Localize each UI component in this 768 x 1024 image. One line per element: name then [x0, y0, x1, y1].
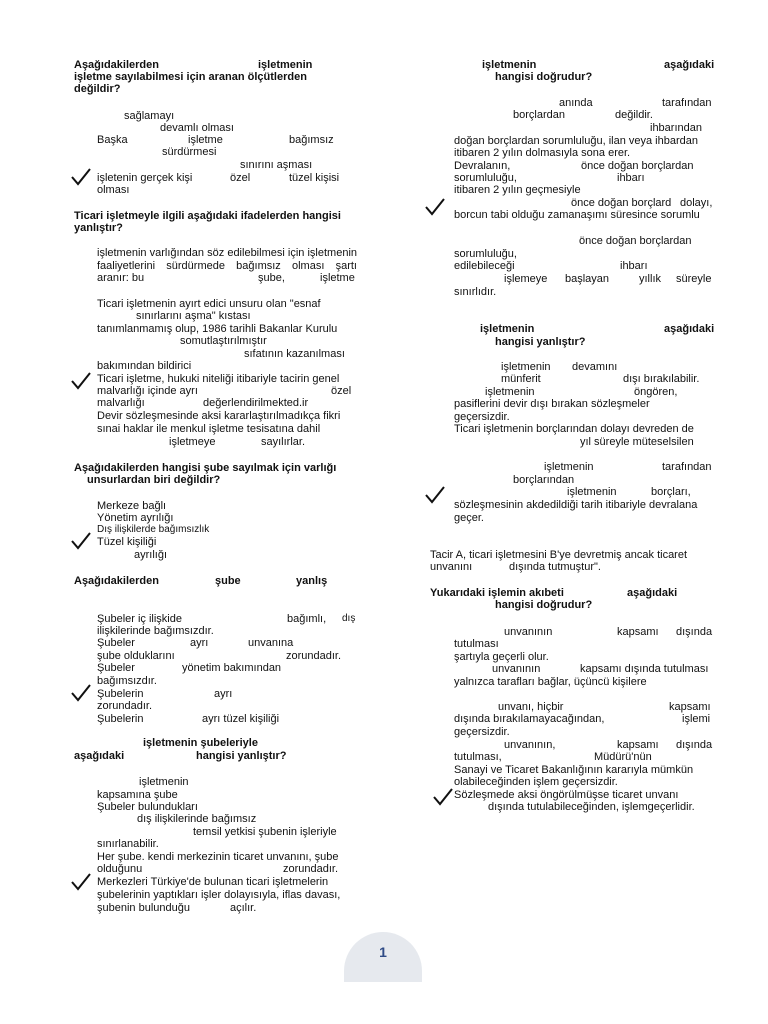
option-text: ihbarı [617, 172, 645, 184]
option-text: zorundadır. [97, 700, 153, 712]
question-8-title-a: Yukarıdaki işlemin akıbeti [430, 587, 564, 599]
option-text: ilişkilerinde bağımsızdır. [97, 625, 214, 637]
option-text: tutulması [454, 638, 499, 650]
option-text: dış [342, 613, 356, 624]
question-6-title-a: işletmenin [482, 59, 537, 71]
option-text: Sanayi ve Ticaret Bakanlığının kararıyla mümkün [454, 764, 694, 776]
option-text: sıfatının kazanılması [244, 348, 345, 360]
option-text: münferit [501, 373, 541, 385]
option-text: tüzel kişisi [289, 172, 340, 184]
question-7-title-a: işletmenin [480, 323, 535, 335]
option-text: pasiflerini devir dışı bırakan sözleşmeler [454, 398, 650, 410]
question-3-title-b: unsurlardan biri değildir? [87, 474, 221, 486]
option-text: somutlaştırılmıştır [180, 335, 267, 347]
option-text: değerlendirilmekted.ir [203, 397, 309, 409]
question-5-title-a: işletmenin şubeleriyle [143, 737, 258, 749]
option-text: ayrı [214, 688, 233, 700]
option-text: malvarlığı [97, 397, 145, 409]
option-text: sorumluluğu, [454, 172, 517, 184]
option-text: özel [230, 172, 251, 184]
check-icon [70, 871, 92, 893]
question-8-title-b: aşağıdaki [627, 587, 678, 599]
option-text: itibaren 2 yılın geçmesiyle [454, 184, 581, 196]
option-text: temsil yetkisi şubenin işleriyle [193, 826, 337, 838]
option-text: dış ilişkilerinde bağımsız [137, 813, 257, 825]
option-text: işlemi [682, 713, 711, 725]
check-icon [424, 484, 446, 506]
option-text: işletenin gerçek kişi [97, 172, 193, 184]
option-text: sınırını aşması [240, 159, 313, 171]
option-text: Merkezleri Türkiye'de bulunan ticari işletmelerin [97, 876, 329, 888]
check-icon [432, 786, 454, 808]
question-1-title-a: Aşağıdakilerden [74, 59, 159, 71]
option-text: Şubeler [97, 637, 135, 649]
question-2-title-a: Ticari işletmeyle ilgili aşağıdaki ifadelerden hangisi [74, 210, 341, 222]
option-text: dışında [676, 739, 713, 751]
option-text: Her şube. kendi merkezinin ticaret unvanını, şube [97, 851, 339, 863]
question-4-title-b: şube [215, 575, 241, 587]
option-text: ayrı [190, 637, 209, 649]
option-text: Şubeler bulundukları [97, 801, 198, 813]
option-text: tutulması, [454, 751, 502, 763]
option-text: işletmenin [544, 461, 594, 473]
question-6-title-c: hangisi doğrudur? [495, 71, 593, 83]
option-text: unvanının [492, 663, 541, 675]
question-8-intro: unvanını [430, 561, 473, 573]
option-text: olduğunu [97, 863, 143, 875]
option-text: kapsamı dışında tutulması [580, 663, 709, 675]
option-text: ayrılığı [134, 549, 168, 561]
option-text: Tüzel kişiliği [97, 536, 157, 548]
option-text: sağlamayı [124, 110, 175, 122]
option-text: işletme [320, 272, 355, 284]
option-text: Ticari işletmenin ayırt edici unsuru olan "esnaf [97, 298, 321, 310]
option-text: kapsamına şube [97, 789, 178, 801]
option-text: ayrı tüzel kişiliği [202, 713, 280, 725]
option-text: Yönetim ayrılığı [97, 512, 174, 524]
option-text: şartıyla geçerli olur. [454, 651, 549, 663]
option-text: zorundadır. [283, 863, 339, 875]
option-text: işletmenin [139, 776, 189, 788]
option-text: dışında [676, 626, 713, 638]
option-text: sınırlarını aşma" kıstası [136, 310, 251, 322]
option-text: unvanına [248, 637, 294, 649]
option-text: Merkeze bağlı [97, 500, 167, 512]
option-text: şube, [258, 272, 285, 284]
question-1-title-c: işletme sayılabilmesi için aranan ölçütlerden [74, 71, 307, 83]
option-text: zorundadır. [286, 650, 342, 662]
option-text: Devralanın, [454, 160, 511, 172]
option-text: Müdürü'nün [594, 751, 652, 763]
option-text: işlemeye [504, 273, 548, 285]
option-text: dışında tutulabileceğinden, işlemgeçerlidir. [488, 801, 695, 813]
option-text: yönetim bakımından [182, 662, 282, 674]
option-text: sınırlanabilir. [97, 838, 159, 850]
option-text: tarafından [662, 97, 712, 109]
option-text: önce doğan borçlard [571, 197, 672, 209]
option-text: şubenin bulunduğu [97, 902, 190, 914]
option-text: yıllık [639, 273, 661, 285]
option-text: geçer. [454, 512, 484, 524]
option-text: Dış ilişkilerde bağımsızlık [97, 524, 210, 535]
option-text: kapsamı [669, 701, 711, 713]
option-text: sayılırlar. [261, 436, 306, 448]
option-text: borçlarından [513, 474, 575, 486]
option-text: devamlı olması [160, 122, 234, 134]
option-text: işletmenin [501, 361, 551, 373]
option-text: borcun tabi olduğu zamanaşımı süresince sorumlu [454, 209, 700, 221]
option-text: kapsamı [617, 739, 659, 751]
question-4-title-a: Aşağıdakilerden [74, 575, 159, 587]
option-text: borçlardan [513, 109, 565, 121]
option-text: önce doğan borçlardan [579, 235, 692, 247]
option-text: geçersizdir. [454, 726, 510, 738]
option-text: işletmeye [169, 436, 216, 448]
option-text: geçersizdir. [454, 411, 510, 423]
question-8-title-c: hangisi doğrudur? [495, 599, 593, 611]
option-text: unvanının [504, 626, 553, 638]
option-text: Ticari işletme, hukuki niteliği itibariyle tacirin genel [97, 373, 340, 385]
option-text: Şubeler [97, 662, 135, 674]
option-text: şube olduklarını [97, 650, 175, 662]
option-text: önce doğan borçlardan [581, 160, 694, 172]
check-icon [70, 370, 92, 392]
question-3-title-a: Aşağıdakilerden hangisi şube sayılmak için varlığı [74, 462, 337, 474]
option-text: unvanı, hiçbir [498, 701, 564, 713]
option-text: anında [559, 97, 593, 109]
option-text: Şubelerin [97, 688, 144, 700]
option-text: işletmenin [567, 486, 617, 498]
question-1-title-d: değildir? [74, 83, 121, 95]
check-icon [70, 682, 92, 704]
option-text: devamını [572, 361, 618, 373]
option-text: Şubeler iç ilişkide [97, 613, 182, 625]
option-text: sınırlıdır. [454, 286, 497, 298]
option-text: Devir sözleşmesinde aksi kararlaştırılmadıkça fikri [97, 410, 341, 422]
option-text: edilebileceği [454, 260, 515, 272]
option-text: bağımsız [289, 134, 334, 146]
option-text: bakımından bildirici [97, 360, 192, 372]
option-text: yıl süreyle müteselsilen [580, 436, 694, 448]
question-7-title-b: aşağıdaki [664, 323, 715, 335]
question-1-title-b: işletmenin [258, 59, 313, 71]
option-text: dışı bırakılabilir. [623, 373, 700, 385]
option-text: doğan borçlardan sorumluluğu, ilan veya ihbardan [454, 135, 698, 147]
option-text: işletme [188, 134, 223, 146]
option-text: şubelerinin yaptıkları işler dolayısıyla, iflas davası, [97, 889, 341, 901]
option-text: sözleşmesinin akdedildiği tarih itibariyle devralana [454, 499, 698, 511]
option-text: açılır. [230, 902, 257, 914]
option-text: öngören, [634, 386, 678, 398]
question-5-title-b: aşağıdaki [74, 750, 125, 762]
question-6-title-b: aşağıdaki [664, 59, 715, 71]
option-text: tarafından [662, 461, 712, 473]
check-icon [70, 530, 92, 552]
option-text: olabileceğinden işlem geçersizdir. [454, 776, 618, 788]
option-text: Başka [97, 134, 128, 146]
page-number-tab [344, 932, 422, 982]
question-8-intro: Tacir A, ticari işletmesini B'ye devretmiş ancak ticaret [430, 549, 688, 561]
option-text: dolayı, [680, 197, 713, 209]
option-text: değildir. [615, 109, 653, 121]
option-text: yalnızca tarafları bağlar, üçüncü kişilere [454, 676, 647, 688]
option-text: ihbarı [620, 260, 648, 272]
question-4-title-c: yanlış [296, 575, 328, 587]
option-text: sınai haklar ile menkul işletme tesisatına dahil [97, 423, 321, 435]
option-text: unvanının, [504, 739, 556, 751]
option-text: bağımlı, [287, 613, 327, 625]
option-text: işletmenin varlığından söz edilebilmesi için işletmenin faaliyetlerini sürdürmede bağımsız olması şartı aranır: bu [97, 247, 357, 285]
option-text: bağımsızdır. [97, 675, 157, 687]
option-text: dışında bırakılamayacağından, [454, 713, 605, 725]
option-text: Sözleşmede aksi öngörülmüşse ticaret unvanı [454, 789, 679, 801]
check-icon [70, 166, 92, 188]
page-number: 1 [379, 944, 387, 960]
option-text: Ticari işletmenin borçlarından dolayı devreden de [454, 423, 694, 435]
question-2-title-b: yanlıştır? [74, 222, 123, 234]
option-text: Şubelerin [97, 713, 144, 725]
question-7-title-c: hangisi yanlıştır? [495, 336, 586, 348]
question-8-intro: dışında tutmuştur". [509, 561, 601, 573]
option-text: malvarlığı içinde ayrı [97, 385, 198, 397]
option-text: süreyle [676, 273, 712, 285]
option-text: ihbarından [650, 122, 702, 134]
option-text: işletmenin [485, 386, 535, 398]
option-text: kapsamı [617, 626, 659, 638]
option-text: tanımlanmamış olup, 1986 tarihli Bakanlar Kurulu [97, 323, 338, 335]
option-text: sürdürmesi [162, 146, 217, 158]
check-icon [424, 196, 446, 218]
option-text: borçları, [651, 486, 691, 498]
option-text: özel [331, 385, 352, 397]
option-text: başlayan [565, 273, 610, 285]
option-text: olması [97, 184, 130, 196]
option-text: sorumluluğu, [454, 248, 517, 260]
question-5-title-c: hangisi yanlıştır? [196, 750, 287, 762]
option-text: itibaren 2 yılın dolmasıyla sona erer. [454, 147, 631, 159]
